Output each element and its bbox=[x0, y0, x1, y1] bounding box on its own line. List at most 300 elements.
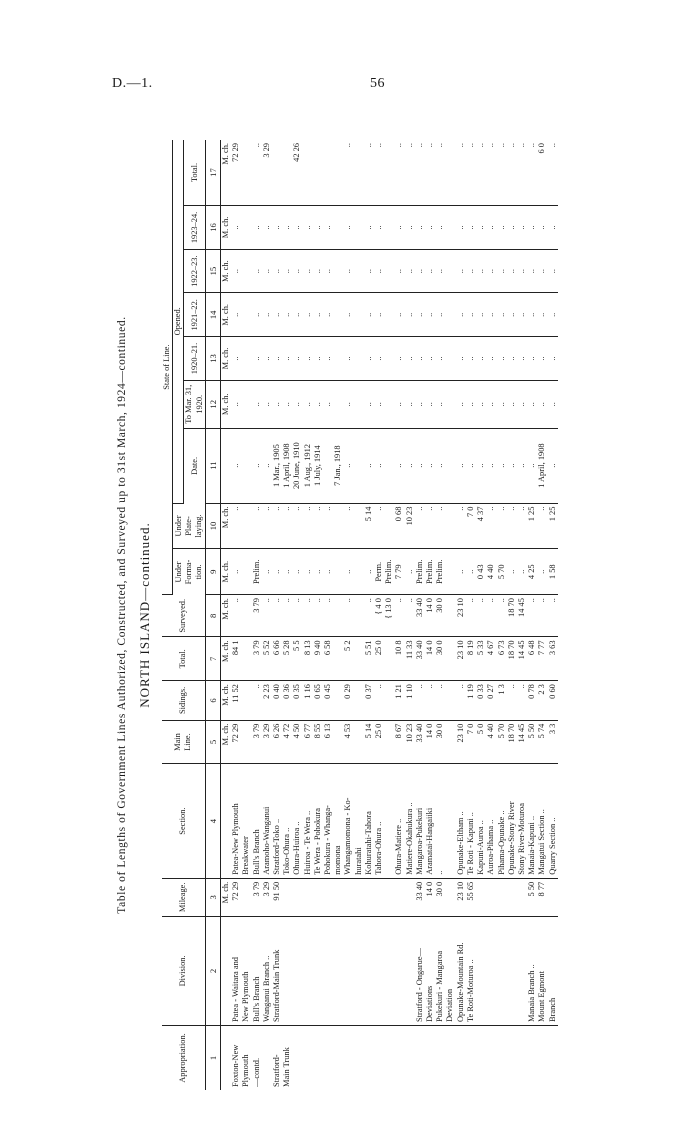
appropriation-cell bbox=[333, 1026, 343, 1090]
y1923-cell: M. ch. bbox=[221, 206, 232, 250]
division-cell bbox=[374, 916, 384, 1025]
division-cell bbox=[476, 916, 486, 1025]
sidings-cell: .. bbox=[435, 681, 445, 721]
mileage-cell: 3 79 bbox=[252, 878, 262, 916]
surveyed-cell bbox=[333, 595, 343, 637]
sidings-cell: 1 3 bbox=[497, 681, 507, 721]
mileage-cell: 23 10 bbox=[456, 878, 466, 916]
opened-total-cell: .. bbox=[527, 140, 537, 206]
y1923-cell bbox=[241, 206, 251, 250]
date-opened-cell: .. bbox=[405, 428, 415, 503]
division-cell bbox=[221, 916, 232, 1025]
under-formation-cell: Prelim. bbox=[252, 549, 262, 595]
appropriation-cell bbox=[425, 1026, 435, 1090]
y1922-cell: .. bbox=[527, 249, 537, 293]
y1920-cell: .. bbox=[374, 337, 384, 381]
y1921-cell bbox=[384, 293, 394, 337]
y1922-cell: .. bbox=[303, 249, 313, 293]
sidings-cell: .. bbox=[425, 681, 435, 721]
appropriation-cell bbox=[445, 1026, 455, 1090]
column-number-row bbox=[205, 140, 220, 1090]
to-mar-1920-cell: .. bbox=[272, 380, 282, 428]
to-mar-1920-cell: .. bbox=[456, 380, 466, 428]
to-mar-1920-cell: .. bbox=[415, 380, 425, 428]
appropriation-cell bbox=[303, 1026, 313, 1090]
mileage-cell: 91 50 bbox=[272, 878, 282, 916]
under-platelaying-cell: 0 68 bbox=[394, 503, 404, 549]
col-number: 17 bbox=[205, 140, 220, 206]
date-opened-cell: .. bbox=[517, 428, 527, 503]
under-platelaying-cell: .. bbox=[262, 503, 272, 549]
surveyed-cell: .. bbox=[405, 595, 415, 637]
y1920-cell: .. bbox=[486, 337, 496, 381]
sidings-cell: 0 78 bbox=[527, 681, 537, 721]
section-cell: Matiere-Okahukura .. bbox=[405, 764, 415, 878]
table-row bbox=[425, 140, 435, 1090]
under-platelaying-cell: 1 25 bbox=[548, 503, 558, 549]
division-cell: Stratford - Ongarue— bbox=[415, 916, 425, 1025]
y1921-cell: .. bbox=[394, 293, 404, 337]
total-cell: 3 63 bbox=[548, 637, 558, 681]
y1922-cell: .. bbox=[405, 249, 415, 293]
appropriation-cell bbox=[486, 1026, 496, 1090]
surveyed-cell: 14 45 bbox=[517, 595, 527, 637]
y1920-cell: .. bbox=[282, 337, 292, 381]
division-cell bbox=[333, 916, 343, 1025]
main-line-cell: 6 13 bbox=[323, 720, 333, 764]
col-number: 4 bbox=[205, 764, 220, 878]
to-mar-1920-cell: .. bbox=[374, 380, 384, 428]
opened-total-cell bbox=[354, 140, 364, 206]
under-formation-cell: .. bbox=[343, 549, 353, 595]
opened-total-cell: 42 26 bbox=[292, 140, 302, 206]
opened-total-cell: .. bbox=[435, 140, 445, 206]
header-under-formation: Under Forma-tion. bbox=[173, 549, 206, 595]
to-mar-1920-cell: .. bbox=[313, 380, 323, 428]
under-platelaying-cell: .. bbox=[537, 503, 547, 549]
y1923-cell: .. bbox=[507, 206, 517, 250]
section-cell: Pihama-Opunake .. bbox=[497, 764, 507, 878]
total-cell: 5 52 bbox=[262, 637, 272, 681]
y1920-cell bbox=[445, 337, 455, 381]
surveyed-cell: .. bbox=[548, 595, 558, 637]
document-id: D.—1. bbox=[112, 76, 153, 91]
surveyed-cell: .. bbox=[486, 595, 496, 637]
total-cell: 25 0 bbox=[374, 637, 384, 681]
main-line-cell: 4 72 bbox=[282, 720, 292, 764]
opened-total-cell: .. bbox=[415, 140, 425, 206]
y1922-cell: .. bbox=[486, 249, 496, 293]
under-platelaying-cell: .. bbox=[456, 503, 466, 549]
y1923-cell: .. bbox=[527, 206, 537, 250]
division-cell: Deviation bbox=[445, 916, 455, 1025]
to-mar-1920-cell: .. bbox=[343, 380, 353, 428]
appropriation-cell bbox=[517, 1026, 527, 1090]
header-1923: 1923–24. bbox=[184, 206, 205, 250]
total-cell bbox=[354, 637, 364, 681]
mileage-cell: 14 0 bbox=[425, 878, 435, 916]
section-cell: Opunake-Stony River bbox=[507, 764, 517, 878]
col-number: 10 bbox=[205, 503, 220, 549]
under-platelaying-cell: .. bbox=[415, 503, 425, 549]
table-title: Table of Lengths of Government Lines Authorized, Constructed, and Surveyed up to 31st March, 1924—continued. bbox=[116, 316, 128, 914]
to-mar-1920-cell: .. bbox=[527, 380, 537, 428]
mileage-cell bbox=[405, 878, 415, 916]
header-section: Section. bbox=[162, 764, 205, 878]
under-platelaying-cell: .. bbox=[425, 503, 435, 549]
total-cell bbox=[333, 637, 343, 681]
header-1922: 1922–23. bbox=[184, 249, 205, 293]
appropriation-cell bbox=[374, 1026, 384, 1090]
col-number: 7 bbox=[205, 637, 220, 681]
y1920-cell: .. bbox=[507, 337, 517, 381]
main-line-cell: 23 10 bbox=[456, 720, 466, 764]
division-cell: Bull's Branch bbox=[252, 916, 262, 1025]
main-line-cell: 4 50 bbox=[292, 720, 302, 764]
mileage-cell bbox=[282, 878, 292, 916]
sidings-cell: 2 3 bbox=[537, 681, 547, 721]
opened-total-cell bbox=[445, 140, 455, 206]
date-opened-cell: .. bbox=[364, 428, 374, 503]
mileage-cell: 3 29 bbox=[262, 878, 272, 916]
y1920-cell bbox=[241, 337, 251, 381]
mileage-cell: 5 50 bbox=[527, 878, 537, 916]
main-line-cell: 4 53 bbox=[343, 720, 353, 764]
under-formation-cell: 7 79 bbox=[394, 549, 404, 595]
total-cell bbox=[445, 637, 455, 681]
date-opened-cell bbox=[354, 428, 364, 503]
y1923-cell: .. bbox=[272, 206, 282, 250]
table-row bbox=[527, 140, 537, 1090]
header-date: Date. bbox=[184, 428, 205, 503]
opened-total-cell: .. bbox=[374, 140, 384, 206]
y1923-cell: .. bbox=[517, 206, 527, 250]
table-row bbox=[343, 140, 353, 1090]
y1922-cell: .. bbox=[517, 249, 527, 293]
table-row bbox=[405, 140, 415, 1090]
division-cell bbox=[313, 916, 323, 1025]
y1921-cell: .. bbox=[497, 293, 507, 337]
sidings-cell: 0 37 bbox=[364, 681, 374, 721]
table-row bbox=[466, 140, 476, 1090]
y1920-cell bbox=[333, 337, 343, 381]
y1922-cell: .. bbox=[537, 249, 547, 293]
y1920-cell: .. bbox=[456, 337, 466, 381]
y1921-cell: .. bbox=[548, 293, 558, 337]
y1922-cell: .. bbox=[425, 249, 435, 293]
lengths-table bbox=[162, 140, 558, 1090]
to-mar-1920-cell: .. bbox=[364, 380, 374, 428]
under-platelaying-cell: .. bbox=[374, 503, 384, 549]
surveyed-cell: 3 79 bbox=[252, 595, 262, 637]
division-cell bbox=[354, 916, 364, 1025]
sidings-cell: .. bbox=[507, 681, 517, 721]
date-opened-cell: .. bbox=[497, 428, 507, 503]
table-row bbox=[374, 140, 384, 1090]
total-cell: 6 73 bbox=[497, 637, 507, 681]
main-line-cell: 6 26 bbox=[272, 720, 282, 764]
y1920-cell: .. bbox=[548, 337, 558, 381]
section-cell: Kapuni-Auroa .. bbox=[476, 764, 486, 878]
appropriation-cell bbox=[405, 1026, 415, 1090]
division-cell: Wanganui Branch .. bbox=[262, 916, 272, 1025]
y1922-cell: .. bbox=[456, 249, 466, 293]
section-cell: Whangamomona - Ko- bbox=[343, 764, 353, 878]
to-mar-1920-cell: .. bbox=[252, 380, 262, 428]
y1921-cell: .. bbox=[231, 293, 241, 337]
y1922-cell: .. bbox=[252, 249, 262, 293]
y1921-cell bbox=[445, 293, 455, 337]
y1921-cell: .. bbox=[486, 293, 496, 337]
col-number: 6 bbox=[205, 681, 220, 721]
appropriation-cell bbox=[292, 1026, 302, 1090]
appropriation-cell bbox=[313, 1026, 323, 1090]
y1923-cell: .. bbox=[405, 206, 415, 250]
col-number: 16 bbox=[205, 206, 220, 250]
y1920-cell: .. bbox=[303, 337, 313, 381]
y1922-cell: .. bbox=[476, 249, 486, 293]
y1921-cell: .. bbox=[476, 293, 486, 337]
y1920-cell: .. bbox=[252, 337, 262, 381]
sidings-cell: 0 29 bbox=[343, 681, 353, 721]
sidings-cell: 0 45 bbox=[323, 681, 333, 721]
under-formation-cell: .. bbox=[231, 549, 241, 595]
y1922-cell: .. bbox=[548, 249, 558, 293]
to-mar-1920-cell bbox=[445, 380, 455, 428]
sidings-cell bbox=[445, 681, 455, 721]
sidings-cell: 0 27 bbox=[486, 681, 496, 721]
sidings-cell: 1 21 bbox=[394, 681, 404, 721]
date-opened-cell: .. bbox=[507, 428, 517, 503]
under-formation-cell: Prelim. bbox=[425, 549, 435, 595]
under-formation-cell: .. bbox=[262, 549, 272, 595]
opened-total-cell: .. bbox=[476, 140, 486, 206]
appropriation-cell bbox=[497, 1026, 507, 1090]
under-platelaying-cell: .. bbox=[486, 503, 496, 549]
opened-total-cell: .. bbox=[486, 140, 496, 206]
main-line-cell: 5 70 bbox=[497, 720, 507, 764]
mileage-cell bbox=[486, 878, 496, 916]
under-platelaying-cell: .. bbox=[507, 503, 517, 549]
y1920-cell: M. ch. bbox=[221, 337, 232, 381]
surveyed-cell: .. bbox=[497, 595, 507, 637]
table-row bbox=[497, 140, 507, 1090]
surveyed-cell: .. bbox=[527, 595, 537, 637]
date-opened-cell: 7 Jan., 1918 bbox=[333, 428, 343, 503]
sidings-cell: .. bbox=[374, 681, 384, 721]
division-cell bbox=[486, 916, 496, 1025]
y1922-cell bbox=[384, 249, 394, 293]
under-formation-cell: 1 58 bbox=[548, 549, 558, 595]
opened-total-cell: 72 29 bbox=[231, 140, 241, 206]
y1921-cell: .. bbox=[292, 293, 302, 337]
date-opened-cell bbox=[384, 428, 394, 503]
section-cell bbox=[384, 764, 394, 878]
table-row bbox=[476, 140, 486, 1090]
appropriation-cell: Plymouth bbox=[241, 1054, 251, 1087]
section-cell: Patea-New Plymouth bbox=[231, 764, 241, 878]
under-formation-cell: M. ch. bbox=[221, 549, 232, 595]
division-cell: Te Roti-Moturoa .. bbox=[466, 916, 476, 1025]
col-number: 9 bbox=[205, 549, 220, 595]
section-cell: Aramoho-Wanganui bbox=[262, 764, 272, 878]
section-cell: Bull's Branch bbox=[252, 764, 262, 878]
opened-total-cell: .. bbox=[252, 140, 262, 206]
under-formation-cell: Prelim. bbox=[384, 549, 394, 595]
to-mar-1920-cell: .. bbox=[282, 380, 292, 428]
opened-total-cell bbox=[241, 140, 251, 206]
under-platelaying-cell: .. bbox=[282, 503, 292, 549]
y1920-cell: .. bbox=[425, 337, 435, 381]
y1920-cell bbox=[384, 337, 394, 381]
y1923-cell: .. bbox=[486, 206, 496, 250]
surveyed-cell: 33 40 bbox=[415, 595, 425, 637]
sidings-cell bbox=[384, 681, 394, 721]
table-row bbox=[241, 140, 251, 1090]
y1920-cell: .. bbox=[272, 337, 282, 381]
mileage-cell bbox=[323, 878, 333, 916]
under-platelaying-cell bbox=[333, 503, 343, 549]
total-cell: 4 67 bbox=[486, 637, 496, 681]
total-cell: M. ch. bbox=[221, 637, 232, 681]
to-mar-1920-cell: .. bbox=[507, 380, 517, 428]
opened-total-cell: .. bbox=[405, 140, 415, 206]
y1920-cell: .. bbox=[466, 337, 476, 381]
date-opened-cell: .. bbox=[425, 428, 435, 503]
division-cell bbox=[384, 916, 394, 1025]
header-appropriation: Appropriation. bbox=[162, 1026, 205, 1090]
appropriation-cell bbox=[343, 1026, 353, 1090]
y1923-cell bbox=[445, 206, 455, 250]
y1921-cell: .. bbox=[425, 293, 435, 337]
y1921-cell: .. bbox=[415, 293, 425, 337]
section-cell: Opunake-Eltham .. bbox=[456, 764, 466, 878]
to-mar-1920-cell: .. bbox=[303, 380, 313, 428]
date-opened-cell bbox=[323, 428, 333, 503]
table-row bbox=[384, 140, 394, 1090]
col-number: 5 bbox=[205, 720, 220, 764]
table-row bbox=[313, 140, 323, 1090]
division-cell bbox=[292, 916, 302, 1025]
y1920-cell: .. bbox=[364, 337, 374, 381]
rotated-table-page bbox=[110, 140, 655, 1090]
y1923-cell bbox=[354, 206, 364, 250]
under-platelaying-cell: .. bbox=[303, 503, 313, 549]
under-formation-cell: .. bbox=[364, 549, 374, 595]
section-cell: Ohura-Huiroa .. bbox=[292, 764, 302, 878]
col-number: 8 bbox=[205, 595, 220, 637]
date-opened-cell: .. bbox=[262, 428, 272, 503]
header-sidings: Sidings. bbox=[162, 681, 205, 721]
table-row bbox=[435, 140, 445, 1090]
y1923-cell: .. bbox=[497, 206, 507, 250]
y1922-cell bbox=[333, 249, 343, 293]
mileage-cell bbox=[354, 878, 364, 916]
mileage-cell: 55 65 bbox=[466, 878, 476, 916]
y1922-cell bbox=[445, 249, 455, 293]
main-line-cell: 8 67 bbox=[394, 720, 404, 764]
y1923-cell: .. bbox=[415, 206, 425, 250]
surveyed-cell bbox=[445, 595, 455, 637]
main-line-cell: 33 40 bbox=[415, 720, 425, 764]
mileage-cell bbox=[384, 878, 394, 916]
to-mar-1920-cell: .. bbox=[548, 380, 558, 428]
table-row bbox=[394, 140, 404, 1090]
surveyed-cell: .. bbox=[272, 595, 282, 637]
table-row bbox=[272, 140, 282, 1090]
section-cell: Kohuratahi-Tahora bbox=[364, 764, 374, 878]
opened-total-cell bbox=[313, 140, 323, 206]
y1920-cell: .. bbox=[476, 337, 486, 381]
y1920-cell: .. bbox=[415, 337, 425, 381]
header-1920: 1920–21. bbox=[184, 337, 205, 381]
appropriation-cell bbox=[364, 1026, 374, 1090]
section-cell: Manaia-Kapuni .. bbox=[527, 764, 537, 878]
y1923-cell: .. bbox=[252, 206, 262, 250]
sidings-cell bbox=[241, 681, 251, 721]
under-platelaying-cell: .. bbox=[313, 503, 323, 549]
under-platelaying-cell: 7 0 bbox=[466, 503, 476, 549]
y1921-cell: .. bbox=[252, 293, 262, 337]
y1920-cell: .. bbox=[231, 337, 241, 381]
y1922-cell: .. bbox=[466, 249, 476, 293]
total-cell: 23 10 bbox=[456, 637, 466, 681]
under-platelaying-cell: .. bbox=[323, 503, 333, 549]
table-row bbox=[517, 140, 527, 1090]
to-mar-1920-cell: .. bbox=[466, 380, 476, 428]
under-formation-cell: 4 40 bbox=[486, 549, 496, 595]
appropriation-cell bbox=[476, 1026, 486, 1090]
surveyed-cell: .. bbox=[537, 595, 547, 637]
y1923-cell bbox=[333, 206, 343, 250]
total-cell: 5 51 bbox=[364, 637, 374, 681]
header-to-mar: To Mar. 31, 1920. bbox=[184, 380, 205, 428]
sidings-cell: 1 19 bbox=[466, 681, 476, 721]
section-cell bbox=[445, 764, 455, 878]
main-line-cell bbox=[354, 720, 364, 764]
col-number: 14 bbox=[205, 293, 220, 337]
mileage-cell bbox=[364, 878, 374, 916]
surveyed-cell: 30 0 bbox=[435, 595, 445, 637]
mileage-cell bbox=[445, 878, 455, 916]
appropriation-cell bbox=[548, 1026, 558, 1090]
division-cell: Patea - Waitara and bbox=[231, 916, 241, 1025]
table-row bbox=[303, 140, 313, 1090]
date-opened-cell: .. bbox=[231, 428, 241, 503]
mileage-cell bbox=[303, 878, 313, 916]
main-line-cell: 7 0 bbox=[466, 720, 476, 764]
appropriation-cell bbox=[221, 1026, 232, 1090]
y1923-cell: .. bbox=[313, 206, 323, 250]
sidings-cell: .. bbox=[456, 681, 466, 721]
opened-total-cell bbox=[384, 140, 394, 206]
opened-total-cell: 6 0 bbox=[537, 140, 547, 206]
to-mar-1920-cell: .. bbox=[497, 380, 507, 428]
appropriation-cell bbox=[384, 1026, 394, 1090]
y1922-cell: .. bbox=[364, 249, 374, 293]
under-platelaying-cell bbox=[445, 503, 455, 549]
total-cell: 7 77 bbox=[537, 637, 547, 681]
main-line-cell: 8 55 bbox=[313, 720, 323, 764]
under-formation-cell: Prelim. bbox=[435, 549, 445, 595]
header-main-line: Main Line. bbox=[162, 720, 205, 764]
total-cell: 5 5 bbox=[292, 637, 302, 681]
surveyed-cell: { 13 0 bbox=[384, 595, 394, 637]
y1922-cell: .. bbox=[374, 249, 384, 293]
sidings-cell bbox=[354, 681, 364, 721]
y1921-cell: .. bbox=[527, 293, 537, 337]
surveyed-cell: .. bbox=[343, 595, 353, 637]
